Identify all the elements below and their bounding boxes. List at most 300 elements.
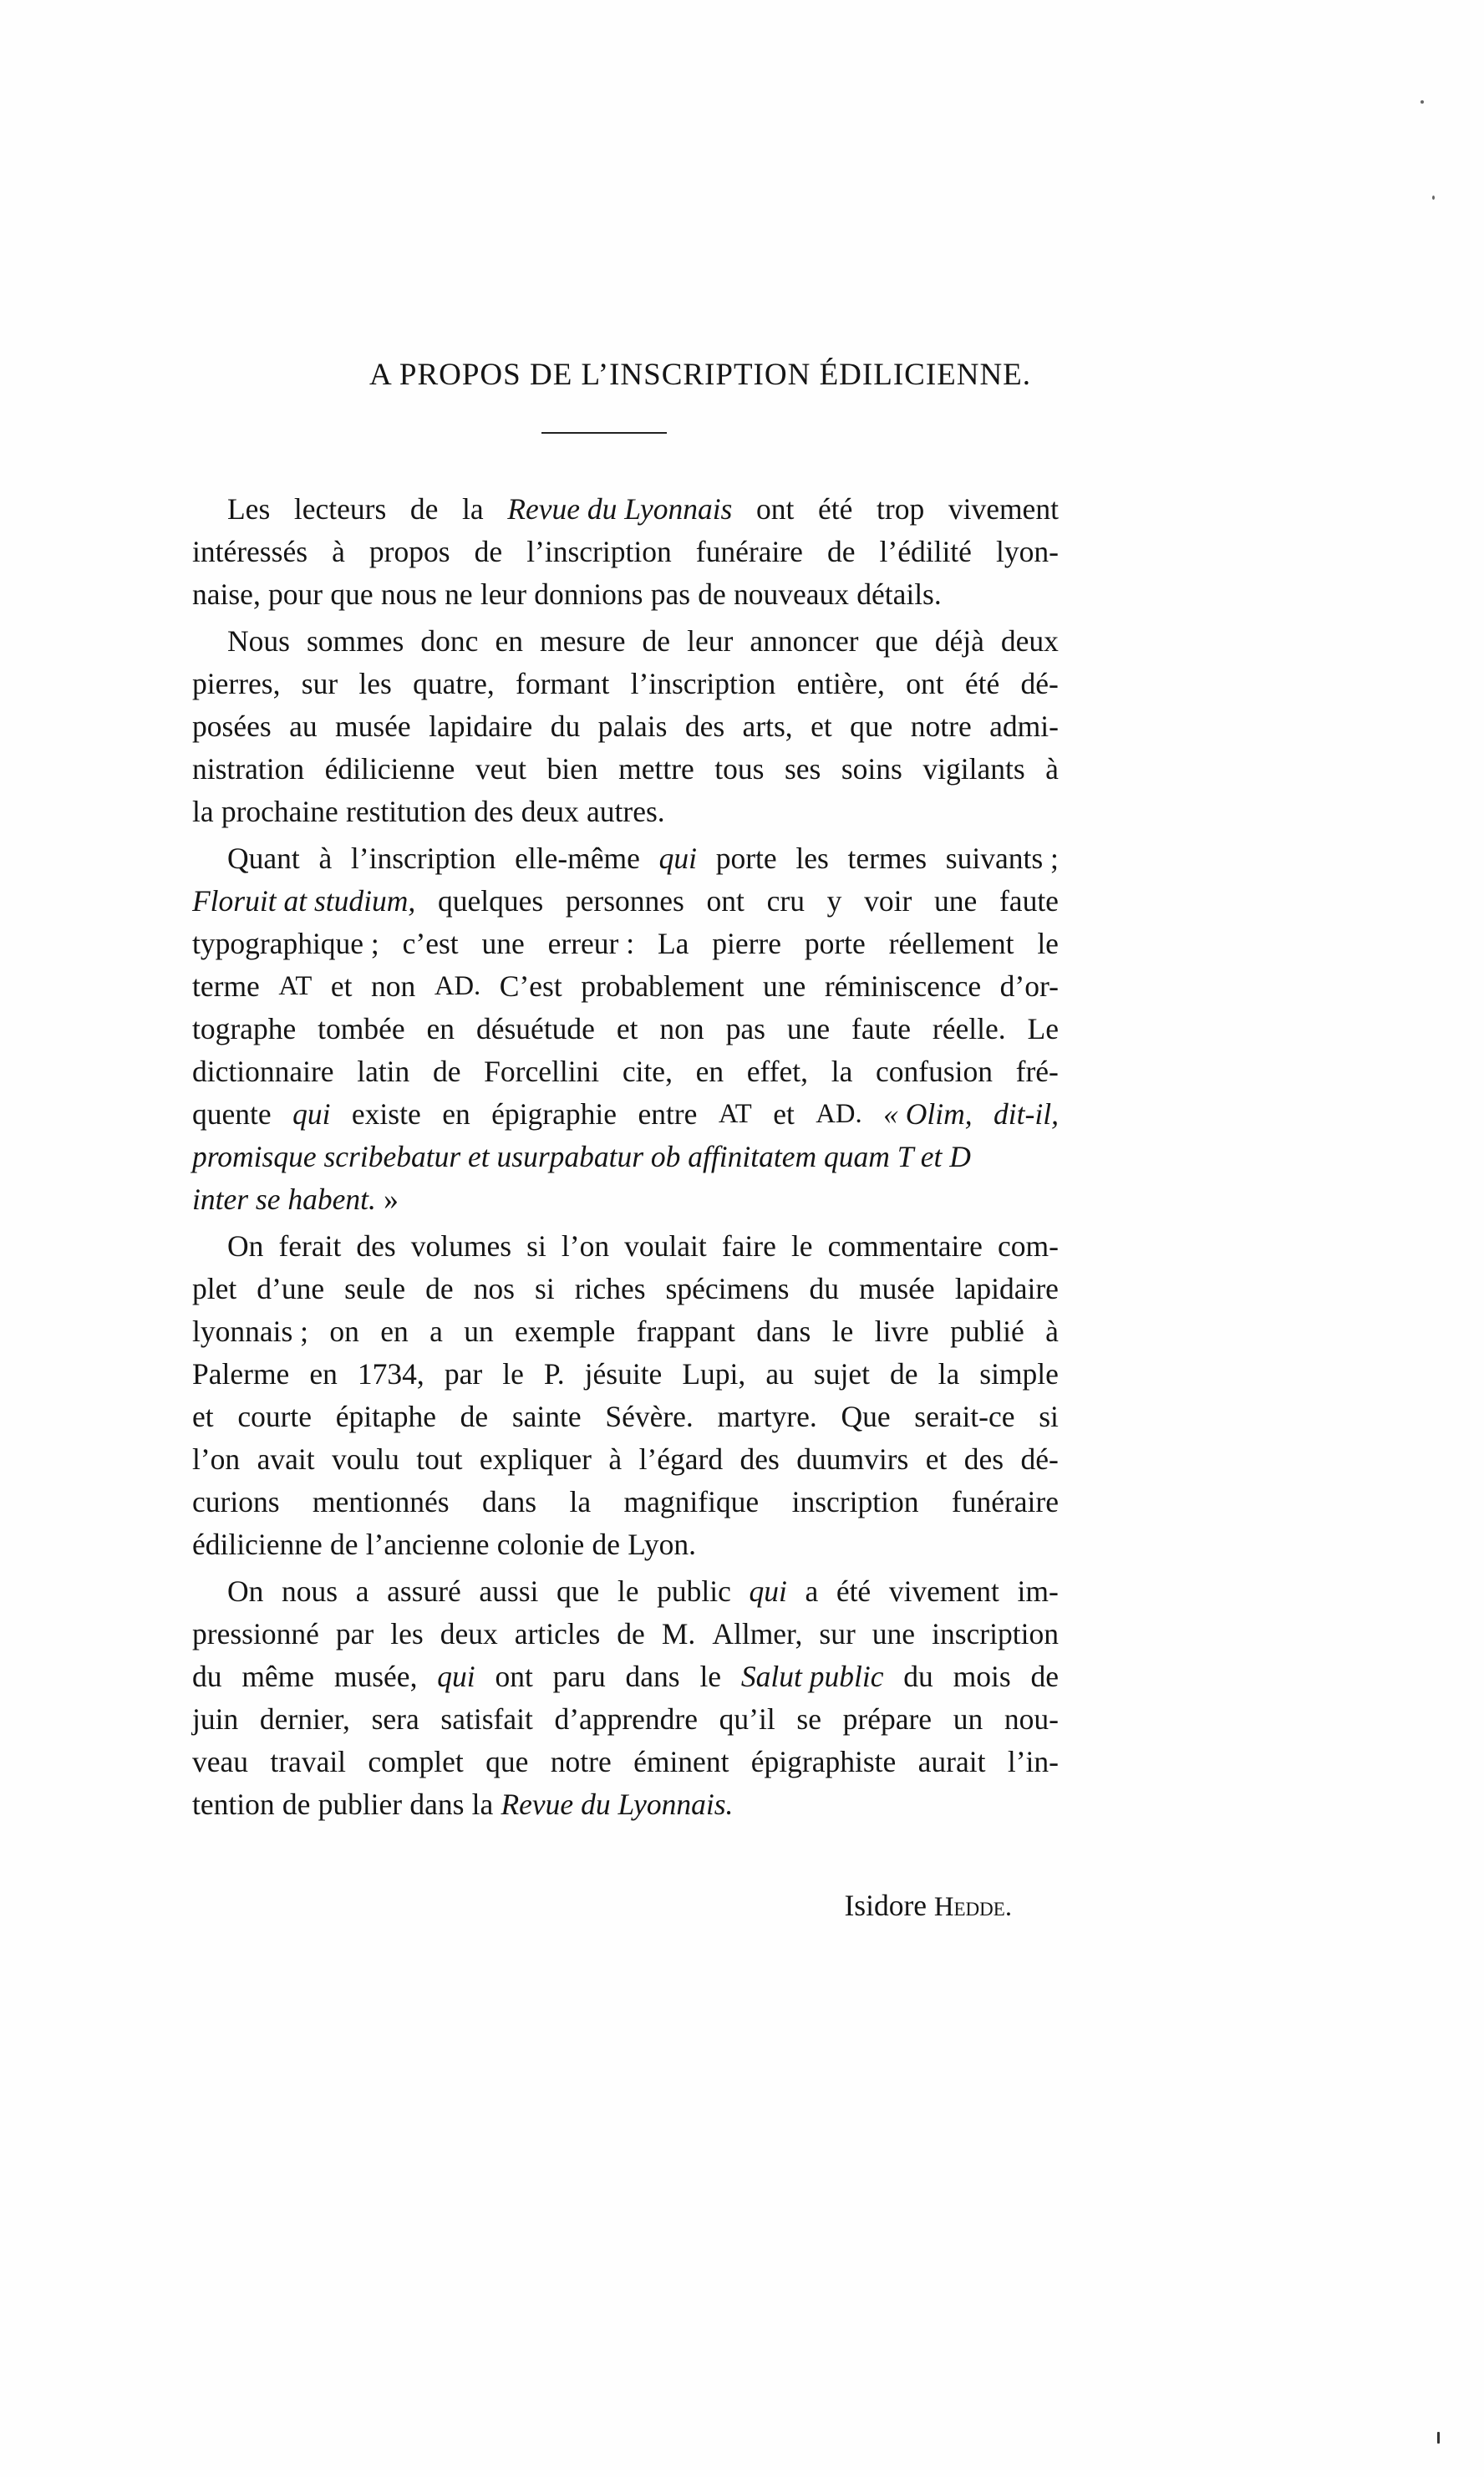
word: réellement <box>888 927 1014 960</box>
word: et <box>616 1012 638 1045</box>
word: Les <box>227 492 271 526</box>
word: seule <box>344 1272 406 1305</box>
word: des <box>739 1442 780 1476</box>
word: une <box>786 1012 831 1045</box>
word: l’édilité <box>879 535 972 568</box>
text-line <box>192 573 1059 616</box>
word: à <box>318 842 333 875</box>
word: des <box>474 795 514 828</box>
word: ferait <box>278 1229 342 1263</box>
word: entre <box>638 1097 698 1131</box>
word: Revue du Lyonnais. <box>501 1788 734 1821</box>
word: Forcellini <box>484 1055 600 1088</box>
word: de <box>890 1357 918 1391</box>
word: l’inscription <box>350 842 496 875</box>
text-line <box>192 488 1059 531</box>
word: non <box>371 969 416 1003</box>
word: jésuite <box>584 1357 663 1391</box>
word: désuétude <box>475 1012 595 1045</box>
page-title: A PROPOS DE L’INSCRIPTION ÉDILICIENNE. <box>368 358 1032 392</box>
word: pour <box>268 577 323 611</box>
word: On <box>227 1574 264 1608</box>
word: de <box>474 535 503 568</box>
word: en <box>442 1097 470 1131</box>
word: que <box>485 1745 529 1778</box>
word: ont <box>906 667 944 700</box>
word: musée, <box>333 1660 418 1693</box>
word: sainte <box>511 1400 582 1433</box>
word: spécimens <box>665 1272 790 1305</box>
word: et <box>192 1400 214 1433</box>
text-line <box>192 837 1059 880</box>
word: dernier, <box>259 1702 350 1736</box>
word: l’inscription <box>630 667 776 700</box>
word: une <box>481 927 525 960</box>
word: à <box>332 535 345 568</box>
word: assuré <box>387 1574 461 1608</box>
word: été <box>836 1574 872 1608</box>
word: des <box>356 1229 396 1263</box>
word: nistration <box>192 752 305 786</box>
word: Salut public <box>740 1660 884 1693</box>
word: prépare <box>842 1702 933 1736</box>
word: de <box>698 577 726 611</box>
word: pas <box>650 577 691 611</box>
word: la <box>831 1055 853 1088</box>
word: nous <box>282 1574 338 1608</box>
word: le <box>617 1574 639 1608</box>
word: voulu <box>332 1442 399 1476</box>
signature-last-name: Hedde. <box>933 1892 1012 1922</box>
text-line <box>192 965 1059 1008</box>
word: magnifique <box>623 1485 760 1518</box>
word: sur <box>819 1617 856 1650</box>
word: publier <box>318 1788 403 1821</box>
word: promisque scribebatur et usurpabatur ob affinitatem quam T et D <box>192 1140 971 1173</box>
word: l’ancienne <box>365 1528 490 1561</box>
word: typographique ; <box>192 927 379 960</box>
word: funéraire <box>951 1485 1059 1518</box>
word: c’est <box>402 927 459 960</box>
signature <box>844 1884 1012 1929</box>
word: Nous <box>227 624 290 658</box>
word: propos <box>368 535 450 568</box>
text-line <box>192 1050 1059 1093</box>
word: en <box>380 1315 409 1348</box>
word: que <box>556 1574 600 1608</box>
word: C’est <box>499 969 562 1003</box>
word: de <box>1030 1660 1059 1693</box>
word: de <box>329 1528 358 1561</box>
word: mettre <box>618 752 694 786</box>
word: en <box>695 1055 724 1088</box>
word: un <box>953 1702 983 1736</box>
word: si <box>526 1229 546 1263</box>
word: aussi <box>479 1574 539 1608</box>
word: deux <box>521 795 579 828</box>
word: réelle. <box>932 1012 1006 1045</box>
word: ont <box>495 1660 533 1693</box>
word: de <box>826 535 856 568</box>
word: autres. <box>587 795 665 828</box>
word: l’égard <box>638 1442 724 1476</box>
signature-first-name: Isidore <box>844 1889 928 1922</box>
word: personnes <box>565 884 684 918</box>
word: satisfait <box>440 1702 533 1736</box>
word: AT <box>278 971 313 1001</box>
word: qui <box>292 1097 331 1131</box>
word: existe <box>351 1097 421 1131</box>
word: juin <box>192 1702 239 1736</box>
word: la <box>462 492 484 526</box>
word: à <box>1045 752 1059 786</box>
word: à <box>608 1442 623 1476</box>
word: ne <box>445 577 473 611</box>
word: P. <box>543 1357 565 1391</box>
word: édilicienne <box>324 752 455 786</box>
word: AT <box>718 1099 752 1129</box>
text-line <box>192 1481 1059 1523</box>
text-line <box>192 1310 1059 1353</box>
word: lecteurs <box>293 492 387 526</box>
word: fré- <box>1015 1055 1059 1088</box>
word: au <box>289 710 318 743</box>
word: plet <box>192 1272 237 1305</box>
word: de <box>409 492 439 526</box>
word: une <box>763 969 806 1003</box>
word: pas <box>725 1012 765 1045</box>
word: édilicienne <box>192 1528 323 1561</box>
text-line <box>192 620 1059 663</box>
word: restitution <box>346 795 466 828</box>
word: même <box>241 1660 315 1693</box>
text-line <box>192 1136 1059 1178</box>
word: M. <box>661 1617 696 1650</box>
word: deux <box>1000 624 1059 658</box>
word: nos <box>473 1272 515 1305</box>
word: a <box>355 1574 369 1608</box>
word: vivement <box>888 1574 999 1608</box>
word: faute <box>851 1012 911 1045</box>
word: palais <box>597 710 668 743</box>
word: quente <box>192 1097 272 1131</box>
text-line <box>192 1353 1059 1396</box>
word: formant <box>516 667 610 700</box>
word: public <box>657 1574 731 1608</box>
word: une <box>934 884 978 918</box>
word: une <box>872 1617 916 1650</box>
word: Quant <box>227 842 300 875</box>
word: voir <box>864 884 912 918</box>
word: qui <box>749 1574 787 1608</box>
word: l’on <box>561 1229 610 1263</box>
word: arts, <box>742 710 793 743</box>
word: on <box>329 1315 359 1348</box>
word: Le <box>1027 1012 1059 1045</box>
word: tombée <box>318 1012 405 1045</box>
word: le <box>790 1229 813 1263</box>
word: la <box>569 1485 592 1518</box>
text-line <box>192 1178 1059 1221</box>
word: de <box>617 1617 645 1650</box>
word: Revue du Lyonnais <box>507 492 733 526</box>
word: en <box>495 624 523 658</box>
word: inscription <box>932 1617 1059 1650</box>
word: travail <box>270 1745 347 1778</box>
word: soins <box>841 752 902 786</box>
word: notre <box>550 1745 612 1778</box>
word: AD. <box>816 1099 862 1129</box>
word: sommes <box>306 624 404 658</box>
word: notre <box>910 710 972 743</box>
word: probablement <box>581 969 745 1003</box>
word: se <box>796 1702 821 1736</box>
word: quatre, <box>413 667 495 700</box>
word: mesure <box>539 624 626 658</box>
word: du <box>903 1660 933 1693</box>
word: « Olim, <box>883 1097 973 1131</box>
word: bien <box>546 752 598 786</box>
word: musée <box>859 1272 935 1305</box>
word: erreur : <box>547 927 635 960</box>
word: cite, <box>622 1055 673 1088</box>
word: donnions <box>534 577 643 611</box>
word: l’on <box>192 1442 241 1476</box>
word: épigraphie <box>491 1097 617 1131</box>
text-line <box>192 1523 1059 1566</box>
word: Que <box>841 1400 891 1433</box>
word: dans <box>756 1315 811 1348</box>
scan-speck <box>1420 100 1424 104</box>
word: été <box>818 492 853 526</box>
word: mentionnés <box>312 1485 450 1518</box>
word: sera <box>371 1702 419 1736</box>
word: veut <box>475 752 526 786</box>
word: lyonnais ; <box>192 1315 309 1348</box>
word: été <box>964 667 1000 700</box>
word: ont <box>756 492 795 526</box>
word: faire <box>721 1229 776 1263</box>
word: serait-ce <box>914 1400 1015 1433</box>
word: expliquer <box>479 1442 592 1476</box>
word: naise, <box>192 577 261 611</box>
word: faute <box>999 884 1059 918</box>
word: nous <box>380 577 437 611</box>
word: que <box>330 577 374 611</box>
word: Lupi, <box>682 1357 746 1391</box>
word: elle-même <box>515 842 640 875</box>
word: le <box>502 1357 524 1391</box>
word: et <box>811 710 832 743</box>
word: tous <box>714 752 765 786</box>
word: latin <box>357 1055 410 1088</box>
word: publié <box>950 1315 1024 1348</box>
text-line <box>192 1225 1059 1268</box>
word: colonie <box>496 1528 585 1561</box>
text-line <box>192 1570 1059 1613</box>
word: porte <box>804 927 866 960</box>
word: et <box>925 1442 948 1476</box>
word: vigilants <box>922 752 1025 786</box>
word: de <box>282 1788 311 1821</box>
word: Lyon. <box>628 1528 697 1561</box>
word: avait <box>257 1442 315 1476</box>
word: les <box>390 1617 424 1650</box>
word: livre <box>874 1315 929 1348</box>
paragraph <box>192 1570 1059 1826</box>
word: du <box>192 1660 222 1693</box>
word: entière, <box>796 667 885 700</box>
word: porte <box>715 842 777 875</box>
word: dé- <box>1020 667 1059 700</box>
word: confusion <box>875 1055 993 1088</box>
word: admi- <box>989 710 1059 743</box>
word: épitaphe <box>335 1400 436 1433</box>
word: paru <box>552 1660 606 1693</box>
paragraph <box>192 837 1059 1221</box>
word: martyre. <box>717 1400 817 1433</box>
word: de <box>460 1400 489 1433</box>
word: La <box>657 927 689 960</box>
word: Sévère. <box>605 1400 694 1433</box>
word: le <box>831 1315 854 1348</box>
word: AD. <box>434 971 481 1001</box>
word: lapidaire <box>954 1272 1059 1305</box>
word: qui <box>658 842 697 875</box>
word: d’or- <box>999 969 1059 1003</box>
word: lyon- <box>996 535 1059 568</box>
word: deux <box>440 1617 498 1650</box>
word: réminiscence <box>824 969 982 1003</box>
word: veau <box>192 1745 249 1778</box>
word: que <box>875 624 918 658</box>
word: dans <box>482 1485 537 1518</box>
word: curions <box>192 1485 280 1518</box>
paragraph <box>192 488 1059 616</box>
word: volumes <box>410 1229 512 1263</box>
article-body <box>192 488 1059 1826</box>
word: la <box>471 1788 494 1821</box>
word: prochaine <box>221 795 338 828</box>
word: de <box>642 624 671 658</box>
word: dans <box>409 1788 465 1821</box>
word: non <box>659 1012 704 1045</box>
word: épigraphiste <box>750 1745 897 1778</box>
word: du <box>550 710 581 743</box>
word: effet, <box>746 1055 809 1088</box>
word: a <box>805 1574 819 1608</box>
scan-speck <box>1437 2432 1440 2444</box>
word: courte <box>237 1400 313 1433</box>
word: la <box>192 795 214 828</box>
word: vivement <box>948 492 1059 526</box>
word: par <box>335 1617 374 1650</box>
word: im- <box>1017 1574 1059 1608</box>
word: d’une <box>257 1272 325 1305</box>
word: frappant <box>636 1315 735 1348</box>
word: On <box>227 1229 264 1263</box>
word: de <box>592 1528 620 1561</box>
text-line <box>192 1008 1059 1050</box>
text-line <box>192 1438 1059 1481</box>
word: déjà <box>934 624 984 658</box>
word: y <box>826 884 842 918</box>
word: éminent <box>633 1745 729 1778</box>
text-line <box>192 1698 1059 1741</box>
text-line <box>192 1656 1059 1698</box>
word: musée <box>334 710 411 743</box>
word: la <box>938 1357 960 1391</box>
word: qu’il <box>719 1702 775 1736</box>
word: par <box>444 1357 483 1391</box>
word: de <box>432 1055 461 1088</box>
word: sur <box>301 667 338 700</box>
word: en <box>426 1012 455 1045</box>
paragraph <box>192 620 1059 833</box>
word: aurait <box>917 1745 986 1778</box>
word: nou- <box>1004 1702 1059 1736</box>
word: suivants ; <box>945 842 1059 875</box>
word: quelques <box>437 884 544 918</box>
scan-speck <box>1432 196 1435 200</box>
word: et <box>330 969 353 1003</box>
word: simple <box>979 1357 1059 1391</box>
word: de <box>425 1272 454 1305</box>
word: duumvirs <box>796 1442 909 1476</box>
word: si <box>1039 1400 1059 1433</box>
word: termes <box>847 842 928 875</box>
text-line <box>192 1093 1059 1136</box>
word: riches <box>574 1272 646 1305</box>
word: a <box>429 1315 443 1348</box>
word: posées <box>192 710 272 743</box>
word: com- <box>998 1229 1059 1263</box>
word: des <box>963 1442 1004 1476</box>
word: Palerme <box>192 1357 290 1391</box>
word: au <box>765 1357 794 1391</box>
word: donc <box>420 624 479 658</box>
word: ses <box>784 752 821 786</box>
word: inscription <box>791 1485 919 1518</box>
word: un <box>464 1315 494 1348</box>
text-line <box>192 1268 1059 1310</box>
text-line <box>192 1783 1059 1826</box>
text-line <box>192 1613 1059 1656</box>
word: le <box>1037 927 1059 960</box>
word: si <box>535 1272 555 1305</box>
word: dit-il, <box>994 1097 1059 1131</box>
text-line <box>192 531 1059 573</box>
word: dictionnaire <box>192 1055 334 1088</box>
word: tention <box>192 1788 275 1821</box>
word: cru <box>766 884 805 918</box>
word: le <box>699 1660 722 1693</box>
word: que <box>850 710 893 743</box>
word: voulait <box>624 1229 707 1263</box>
word: leur <box>480 577 527 611</box>
word: et <box>773 1097 795 1131</box>
word: tographe <box>192 1012 297 1045</box>
word: inter se habent. <box>192 1183 376 1216</box>
text-line <box>192 705 1059 748</box>
word: articles <box>514 1617 601 1650</box>
word: exemple <box>515 1315 616 1348</box>
text-line <box>192 1741 1059 1783</box>
word: commentaire <box>827 1229 983 1263</box>
word: ont <box>706 884 745 918</box>
word: intéressés <box>192 535 308 568</box>
word: nouveaux <box>733 577 849 611</box>
